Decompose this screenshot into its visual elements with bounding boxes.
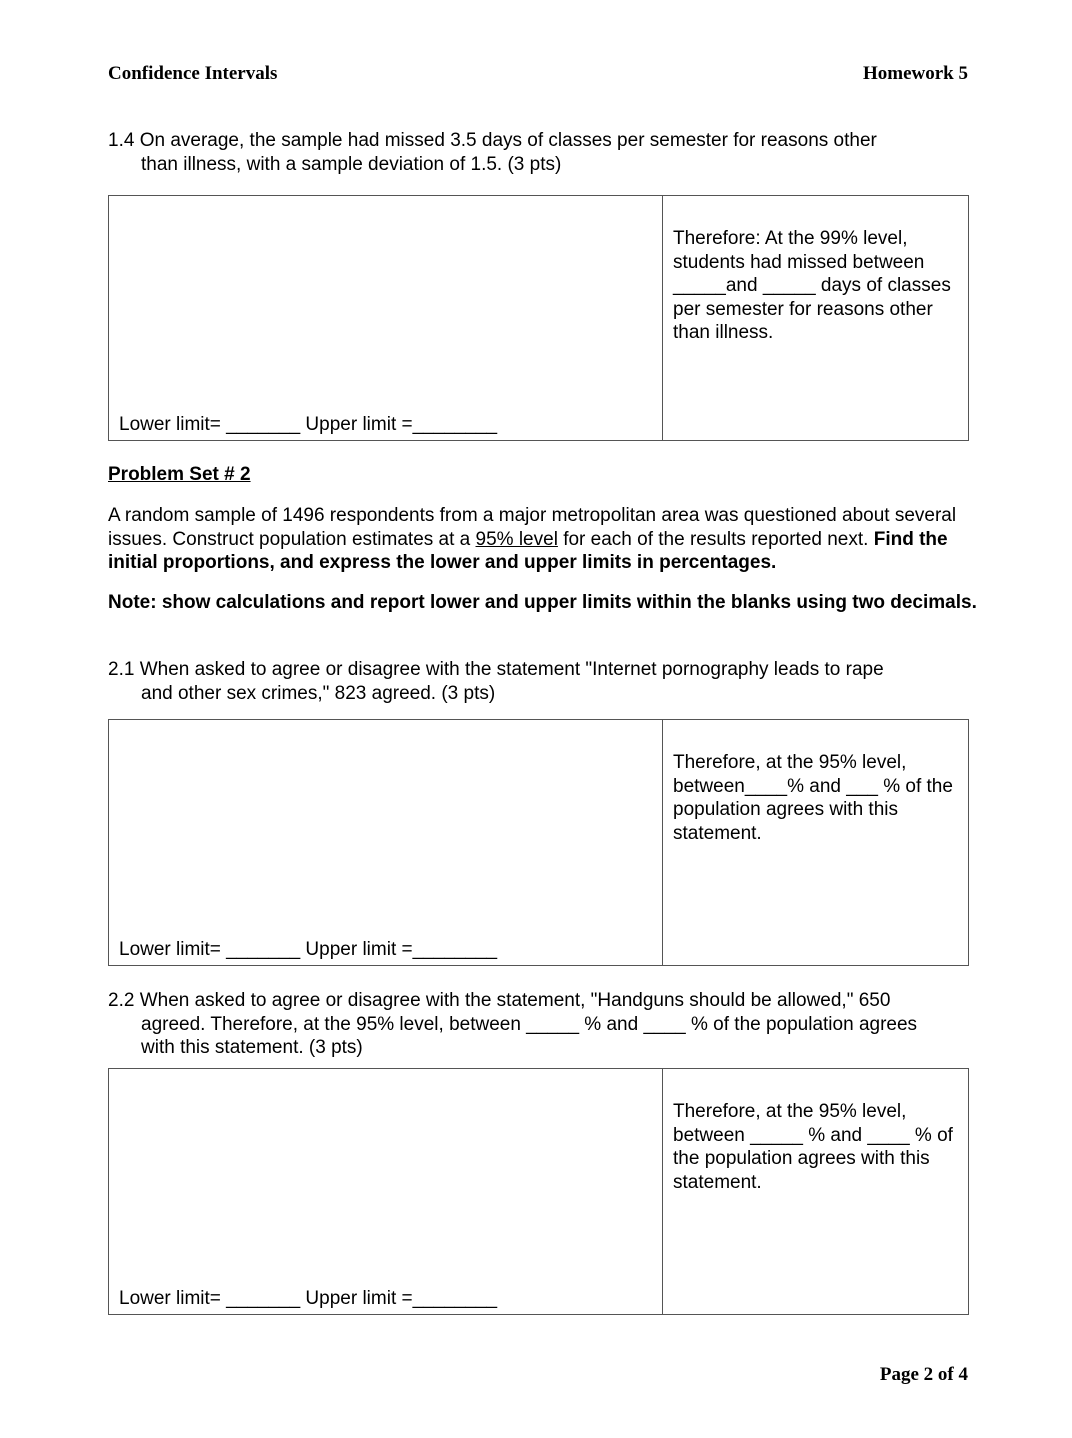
question-2-1-line1: 2.1 When asked to agree or disagree with the statement "Internet pornography leads to rape [108, 659, 884, 680]
question-2-2-line3: with this statement. (3 pts) [141, 1037, 363, 1058]
page-number: Page 2 of 4 [879, 1364, 968, 1385]
header-homework: Homework 5 [862, 63, 968, 84]
work-area-2-1[interactable] [109, 720, 663, 965]
note: Note: show calculations and report lower and upper limits within the blanks using two decimals. [108, 592, 977, 613]
limits-2-1: Lower limit= _______ Upper limit =________ [119, 939, 498, 960]
limits-2-2: Lower limit= _______ Upper limit =________ [119, 1288, 498, 1309]
intro-level-link: 95% level [475, 528, 558, 550]
question-2-1 [108, 658, 978, 705]
conclusion-2-2: Therefore, at the 95% level, between _____ % and ____ % of the population agrees with this statement. [673, 1101, 953, 1193]
problem-set-title: Problem Set # 2 [108, 464, 251, 485]
problem-set-intro [108, 504, 978, 575]
question-2-1-line2: and other sex crimes," 823 agreed. (3 pts) [141, 682, 496, 704]
answer-box-2-1 [108, 719, 969, 966]
question-2-2 [108, 989, 978, 1060]
answer-box-2-2 [108, 1068, 969, 1315]
conclusion-1-4: Therefore: At the 99% level, students had missed between _____and _____ days of classes per semester for reasons other than illness. [673, 228, 951, 343]
intro-text-b: for each of the results reported next. [557, 528, 874, 550]
question-1-4-line1: 1.4 On average, the sample had missed 3.5 days of classes per semester for reasons other [108, 130, 877, 151]
question-1-4-line2: than illness, with a sample deviation of 1.5. (3 pts) [141, 153, 562, 175]
answer-box-1-4 [108, 195, 969, 441]
work-area-1-4[interactable] [109, 196, 663, 440]
header-title: Confidence Intervals [108, 63, 278, 84]
question-2-2-line1: 2.2 When asked to agree or disagree with the statement, "Handguns should be allowed," 650 [108, 990, 891, 1011]
limits-1-4: Lower limit= _______ Upper limit =________ [119, 414, 498, 435]
conclusion-2-1: Therefore, at the 95% level, between____% and ___ % of the population agrees with this statement. [673, 752, 953, 844]
question-1-4 [108, 129, 978, 176]
work-area-2-2[interactable] [109, 1069, 663, 1314]
intro-text-a: A random sample of 1496 respondents from a major metropolitan area was questioned about several issues. Construct population estimates at a [108, 505, 957, 550]
intro-bold-instruction: Find the initial proportions, and express the lower and upper limits in percentages. [108, 528, 948, 573]
question-2-2-line2: agreed. Therefore, at the 95% level, between _____ % and ____ % of the population agrees [141, 1013, 918, 1035]
